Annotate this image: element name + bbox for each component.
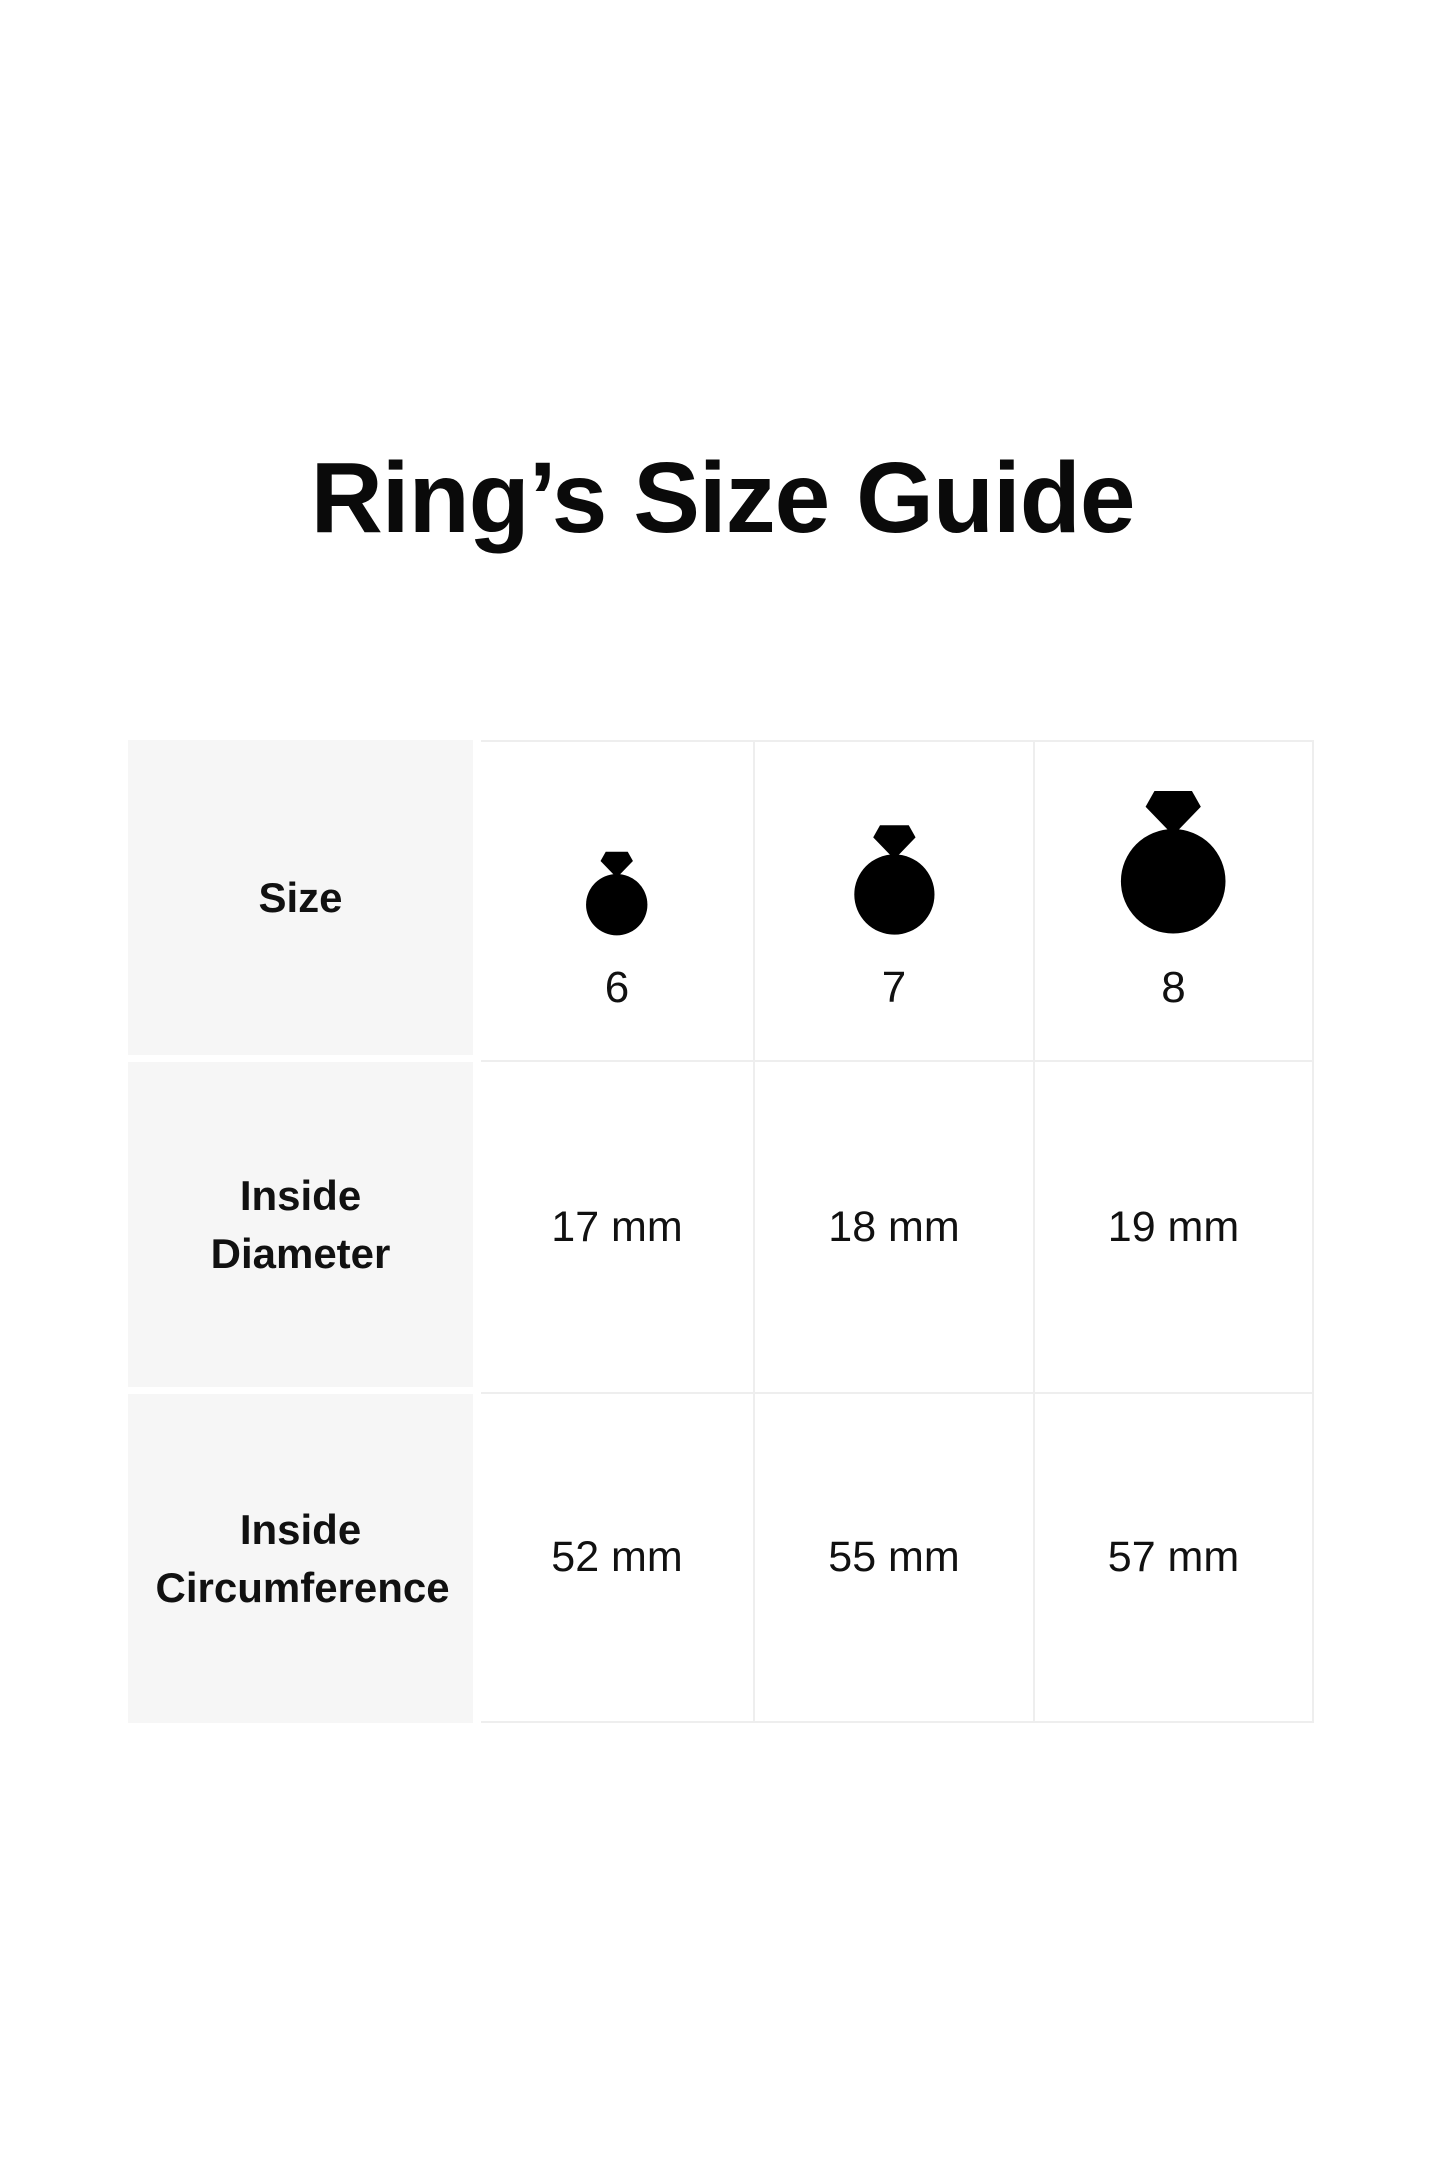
diamond-ring-icon bbox=[849, 823, 940, 938]
diameter-value: 18 mm bbox=[828, 1202, 960, 1251]
diameter-cell-6 bbox=[481, 1062, 755, 1394]
column-gutter bbox=[473, 1394, 481, 1723]
circumference-value: 57 mm bbox=[1107, 1533, 1240, 1581]
diamond-ring-icon bbox=[1114, 788, 1232, 938]
circumference-value: 55 mm bbox=[828, 1533, 960, 1581]
size-value: 7 bbox=[881, 963, 907, 1012]
circumference-value: 52 mm bbox=[551, 1533, 683, 1581]
size-row-header bbox=[128, 740, 473, 1062]
diamond-ring-icon bbox=[582, 850, 651, 938]
column-gutter bbox=[473, 1062, 481, 1394]
size-value: 8 bbox=[1161, 963, 1186, 1012]
diameter-value: 17 mm bbox=[551, 1202, 683, 1251]
size-row-label: Size bbox=[258, 873, 343, 921]
diameter-row-label: Inside Diameter bbox=[210, 1172, 391, 1277]
circumference-cell-8 bbox=[1035, 1394, 1314, 1723]
ring-box bbox=[849, 742, 940, 938]
size-value: 6 bbox=[604, 963, 630, 1012]
page-title: Ring’s Size Guide bbox=[310, 442, 1135, 554]
column-gutter bbox=[473, 740, 481, 1062]
size-cell-6 bbox=[481, 740, 755, 1062]
ring-box bbox=[1114, 742, 1232, 938]
circumference-row-label: Inside Circumference bbox=[155, 1506, 450, 1611]
circumference-cell-6 bbox=[481, 1394, 755, 1723]
circumference-row-header bbox=[128, 1394, 473, 1723]
diameter-value: 19 mm bbox=[1107, 1202, 1240, 1251]
diameter-row-header bbox=[128, 1062, 473, 1394]
circumference-cell-7 bbox=[755, 1394, 1035, 1723]
diameter-cell-8 bbox=[1035, 1062, 1314, 1394]
size-cell-8 bbox=[1035, 740, 1314, 1062]
ring-size-table bbox=[128, 740, 1314, 1723]
size-cell-7 bbox=[755, 740, 1035, 1062]
ring-box bbox=[582, 742, 651, 938]
diameter-cell-7 bbox=[755, 1062, 1035, 1394]
